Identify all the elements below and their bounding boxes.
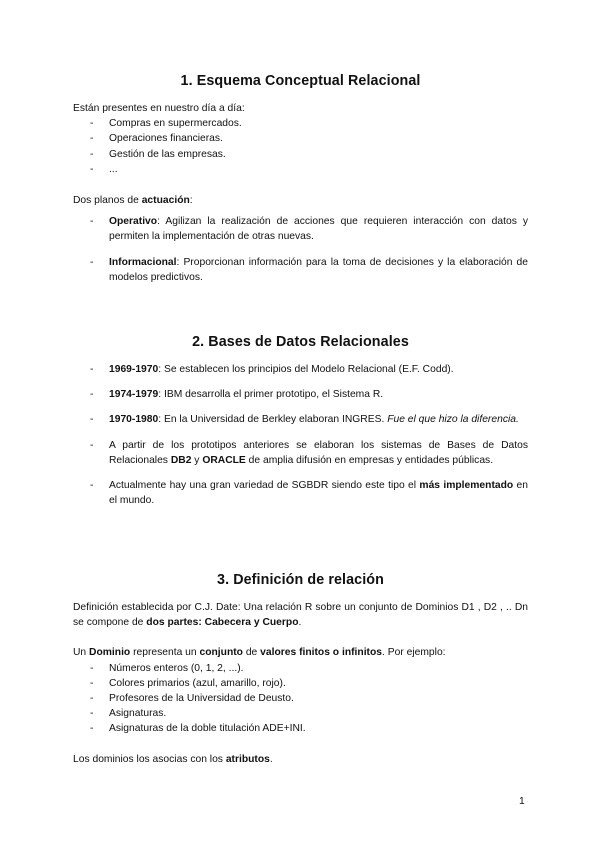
year-range: 1969-1970 bbox=[109, 364, 159, 375]
planes-list bbox=[73, 214, 528, 285]
year-range: 1970-1980 bbox=[109, 414, 159, 426]
list-item: - ... bbox=[73, 162, 528, 177]
planes-paragraph bbox=[73, 193, 528, 208]
item-text: de amplia difusión en empresas y entidades públicas. bbox=[245, 454, 494, 466]
section-1-heading: 1. Esquema Conceptual Relacional bbox=[180, 73, 421, 89]
list-item: - Gestión de las empresas. bbox=[73, 147, 528, 162]
item-italic: Fue el que hizo la diferencia. bbox=[387, 414, 519, 426]
item-text: : IBM desarrolla el primer prototipo, el Sistema R. bbox=[158, 389, 384, 401]
attributes-end: . bbox=[269, 753, 273, 765]
item-text: : En la Universidad de Berkley elaboran INGRES. bbox=[158, 414, 388, 426]
year-range: 1974-1979 bbox=[109, 389, 159, 401]
domain-bold: conjunto bbox=[199, 647, 243, 659]
section-3-heading: 3. Definición de relación bbox=[217, 572, 384, 588]
list-item bbox=[73, 412, 528, 427]
list-item bbox=[73, 255, 528, 285]
definition-paragraph bbox=[73, 600, 528, 630]
item-text: Actualmente hay una gran variedad de SGBDR siendo este tipo el bbox=[109, 480, 420, 492]
definition-end: . bbox=[298, 617, 302, 629]
domain-text: de bbox=[242, 647, 261, 659]
attributes-bold: atributos bbox=[225, 753, 270, 765]
domain-examples-list bbox=[73, 661, 528, 737]
informacional-text: : Proporcionan información para la toma de decisiones y la elaboración de modelos predictivos. bbox=[109, 256, 528, 283]
list-item bbox=[73, 214, 528, 244]
planes-bold: actuación bbox=[141, 195, 190, 206]
list-item: - Números enteros (0, 1, 2, ...). bbox=[73, 661, 528, 676]
section-1-intro-block bbox=[73, 101, 528, 177]
attributes-text: Los dominios los asocias con los bbox=[73, 753, 226, 765]
list-item: - Asignaturas. bbox=[73, 706, 528, 721]
list-item: - Compras en supermercados. bbox=[73, 116, 528, 131]
list-item: - Asignaturas de la doble titulación ADE+INI. bbox=[73, 721, 528, 736]
item-text: : Se establecen los principios del Modelo Relacional (E.F. Codd). bbox=[158, 364, 454, 375]
db2-bold: DB2 bbox=[170, 454, 192, 466]
list-item: - Colores primarios (azul, amarillo, rojo). bbox=[73, 676, 528, 691]
section-2-block bbox=[73, 362, 528, 508]
list-item bbox=[73, 438, 528, 468]
list-item bbox=[73, 478, 528, 508]
definition-text: Definición establecida por C.J. Date: Una relación R sobre un conjunto de Dominios D1 , D2 , .. Dn se compone de bbox=[73, 602, 528, 629]
operativo-text: : Agilizan la realización de acciones que requieren interacción con datos y permiten la implementación de otras nuevas. bbox=[109, 216, 528, 243]
item-bold: más implementado bbox=[419, 480, 514, 492]
section-2-heading: 2. Bases de Datos Relacionales bbox=[192, 334, 409, 350]
planes-prefix: Dos planos de bbox=[73, 195, 142, 206]
section-3-block bbox=[73, 600, 528, 767]
section-1-list bbox=[73, 116, 528, 177]
domain-paragraph bbox=[73, 645, 528, 660]
section-2-list bbox=[73, 362, 528, 508]
list-item bbox=[73, 387, 528, 402]
domain-text: . Por ejemplo: bbox=[382, 647, 446, 659]
informacional-label: Informacional bbox=[109, 256, 177, 268]
domain-bold: Dominio bbox=[89, 647, 131, 659]
domain-text: representa un bbox=[130, 647, 200, 659]
section-1-planes-block bbox=[73, 193, 528, 285]
list-item: - Operaciones financieras. bbox=[73, 131, 528, 146]
item-text: A partir de los prototipos anteriores se elaboran los sistemas de Bases de Datos Relacionales bbox=[109, 439, 528, 466]
item-text: y bbox=[191, 454, 203, 466]
item-text: en el mundo. bbox=[109, 480, 528, 507]
oracle-bold: ORACLE bbox=[202, 454, 246, 466]
domain-bold: valores finitos o infinitos bbox=[260, 647, 382, 659]
section-1-intro: Están presentes en nuestro día a día: bbox=[73, 103, 245, 114]
definition-bold: dos partes: Cabecera y Cuerpo bbox=[146, 617, 299, 629]
list-item bbox=[73, 362, 528, 377]
operativo-label: Operativo bbox=[109, 216, 158, 228]
page-number: 1 bbox=[519, 796, 525, 807]
list-item: - Profesores de la Universidad de Deusto. bbox=[73, 691, 528, 706]
domain-text: Un bbox=[73, 647, 90, 659]
planes-suffix: : bbox=[189, 195, 193, 206]
attributes-paragraph bbox=[73, 752, 528, 767]
